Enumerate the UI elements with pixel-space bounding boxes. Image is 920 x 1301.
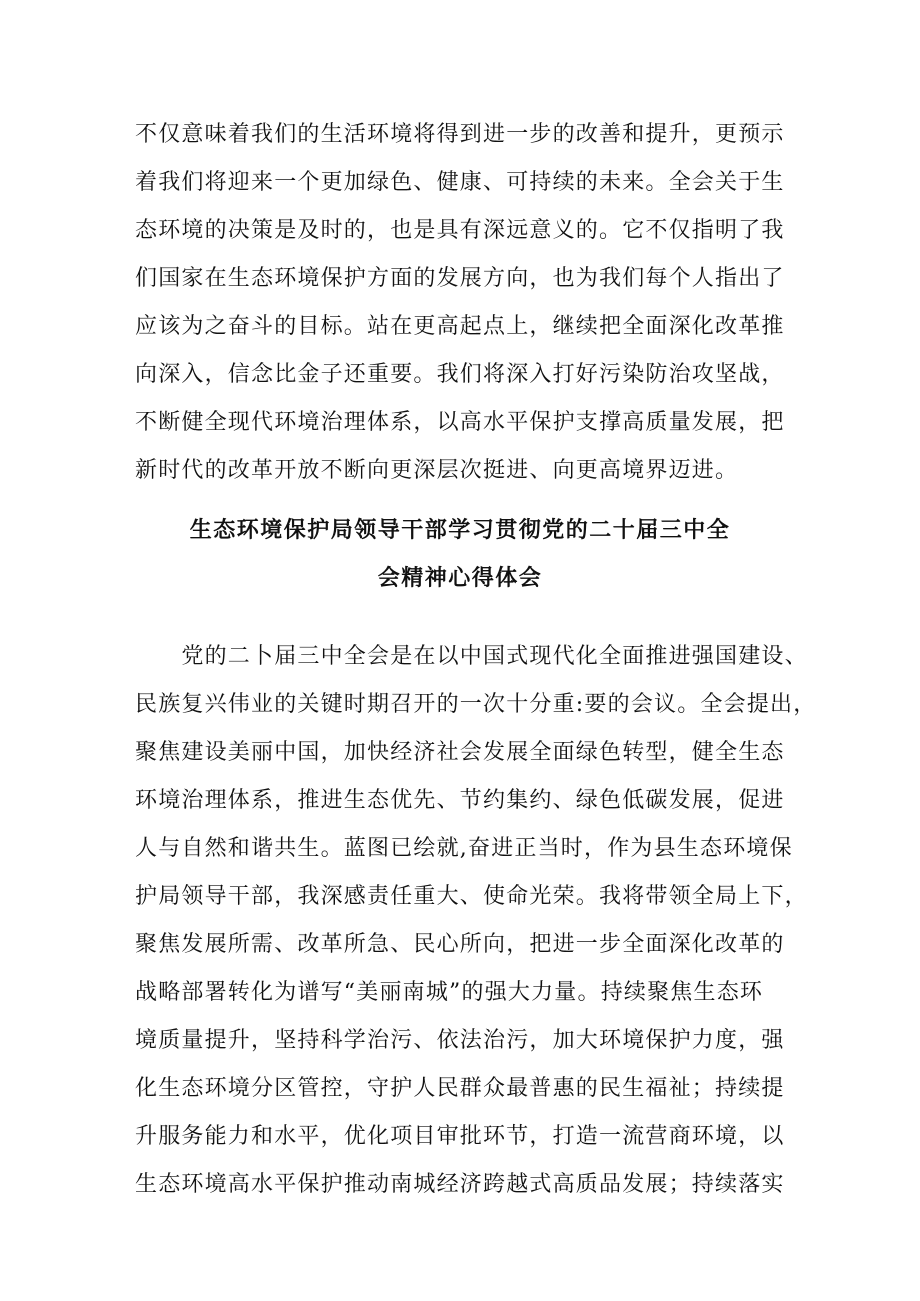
article-body-paragraph bbox=[135, 633, 815, 1209]
paragraph-line: 聚焦发展所需、改革所急、民心所向，把进一步全面深化改革的 bbox=[135, 932, 785, 957]
paragraph-line: 生态环境高水平保护推动南城经济跨越式高质品发展；持续落实 bbox=[135, 1172, 785, 1197]
paragraph-line: 们国家在生态环境保护方面的发展方向，也为我们每个人指出了 bbox=[135, 266, 785, 291]
paragraph-line: 不仅意味着我们的生活环境将得到进一步的改善和提升，更预示 bbox=[135, 122, 785, 147]
paragraph-line: 战略部署转化为谱写“美丽南城”的强大力量。持续聚焦生态环 bbox=[135, 980, 764, 1005]
paragraph-line: 化生态环境分区管控，守护人民群众最普惠的民生福祉；持续提 bbox=[135, 1076, 785, 1101]
paragraph-line: 新时代的改革开放不断向更深层次挺进、向更高境界迈进。 bbox=[135, 458, 739, 483]
article-title bbox=[0, 507, 920, 603]
paragraph-line: 升服务能力和水平，优化项目审批环节，打造一流营商环境，以 bbox=[135, 1124, 785, 1149]
continuation-paragraph bbox=[135, 111, 815, 495]
paragraph-line: 聚焦建设美丽中国，加快经济社会发展全面绿色转型，健全生态 bbox=[135, 740, 785, 765]
paragraph-line: 护局领导干部，我深感责任重大、使命光荣。我将带领全局上下， bbox=[135, 884, 808, 909]
paragraph-line: 环境治理体系，推进生态优先、节约集约、绿色低碳发展，促进 bbox=[135, 788, 785, 813]
paragraph-line: 境质量提升，坚持科学治污、依法治污，加大环境保护力度，强 bbox=[135, 1028, 785, 1053]
paragraph-line: 人与自然和谐共生。蓝图已绘就,奋进正当时，作为县生态环境保 bbox=[135, 836, 793, 861]
article-title-line: 生态环境保护局领导干部学习贯彻党的二十届三中全 bbox=[189, 518, 731, 543]
paragraph-line: 向深入，信念比金子还重要。我们将深入打好污染防治攻坚战， bbox=[135, 362, 785, 387]
paragraph-line: 民族复兴伟业的关键时期召开的一次十分重:要的会议。全会提出， bbox=[135, 692, 817, 717]
paragraph-line: 党的二卜届三中全会是在以中国式现代化全面推进强国建设、 bbox=[135, 644, 808, 669]
paragraph-line: 着我们将迎来一个更加绿色、健康、可持续的未来。全会关于生 bbox=[135, 170, 785, 195]
paragraph-line: 不断健全现代环境治理体系，以高水平保护支撑高质量发展，把 bbox=[135, 410, 785, 435]
paragraph-line: 应该为之奋斗的目标。站在更高起点上，继续把全面深化改革推 bbox=[135, 314, 785, 339]
paragraph-line: 态环境的决策是及时的，也是具有深远意义的。它不仅指明了我 bbox=[135, 218, 785, 243]
article-title-line: 会精神心得体会 bbox=[377, 566, 543, 591]
